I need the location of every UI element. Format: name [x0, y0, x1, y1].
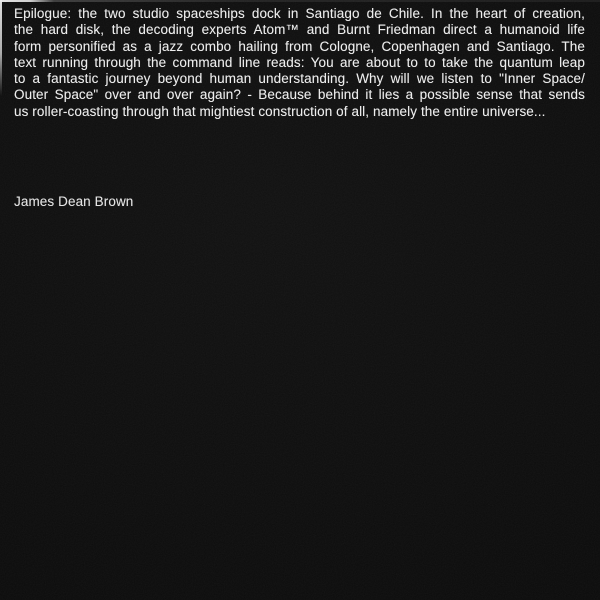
- text-line: to a fantastic journey beyond human understanding. Why will we listen to "Inner Space/: [14, 71, 585, 87]
- text-line: Epilogue: the two studio spaceships dock in Santiago de Chile. In the heart of creation,: [14, 6, 585, 21]
- scan-artifact-top-edge: [0, 0, 600, 2]
- text-line: text running through the command line reads: You are about to to take the quantum leap: [14, 54, 585, 70]
- text-line: the hard disk, the decoding experts Atom™ and Burnt Friedman direct a humanoid life: [14, 22, 585, 38]
- credit-name: James Dean Brown: [14, 194, 134, 209]
- text-line: us roller-coasting through that mightiest construction of all, namely the entire universe...: [14, 103, 546, 119]
- text-line: form personified as a jazz combo hailing from Cologne, Copenhagen and Santiago. The: [14, 38, 585, 54]
- epilogue-paragraph: [14, 6, 585, 120]
- text-line: Outer Space" over and over again? - Because behind it lies a possible sense that sends: [14, 87, 585, 103]
- scan-artifact-left-edge: [0, 0, 2, 96]
